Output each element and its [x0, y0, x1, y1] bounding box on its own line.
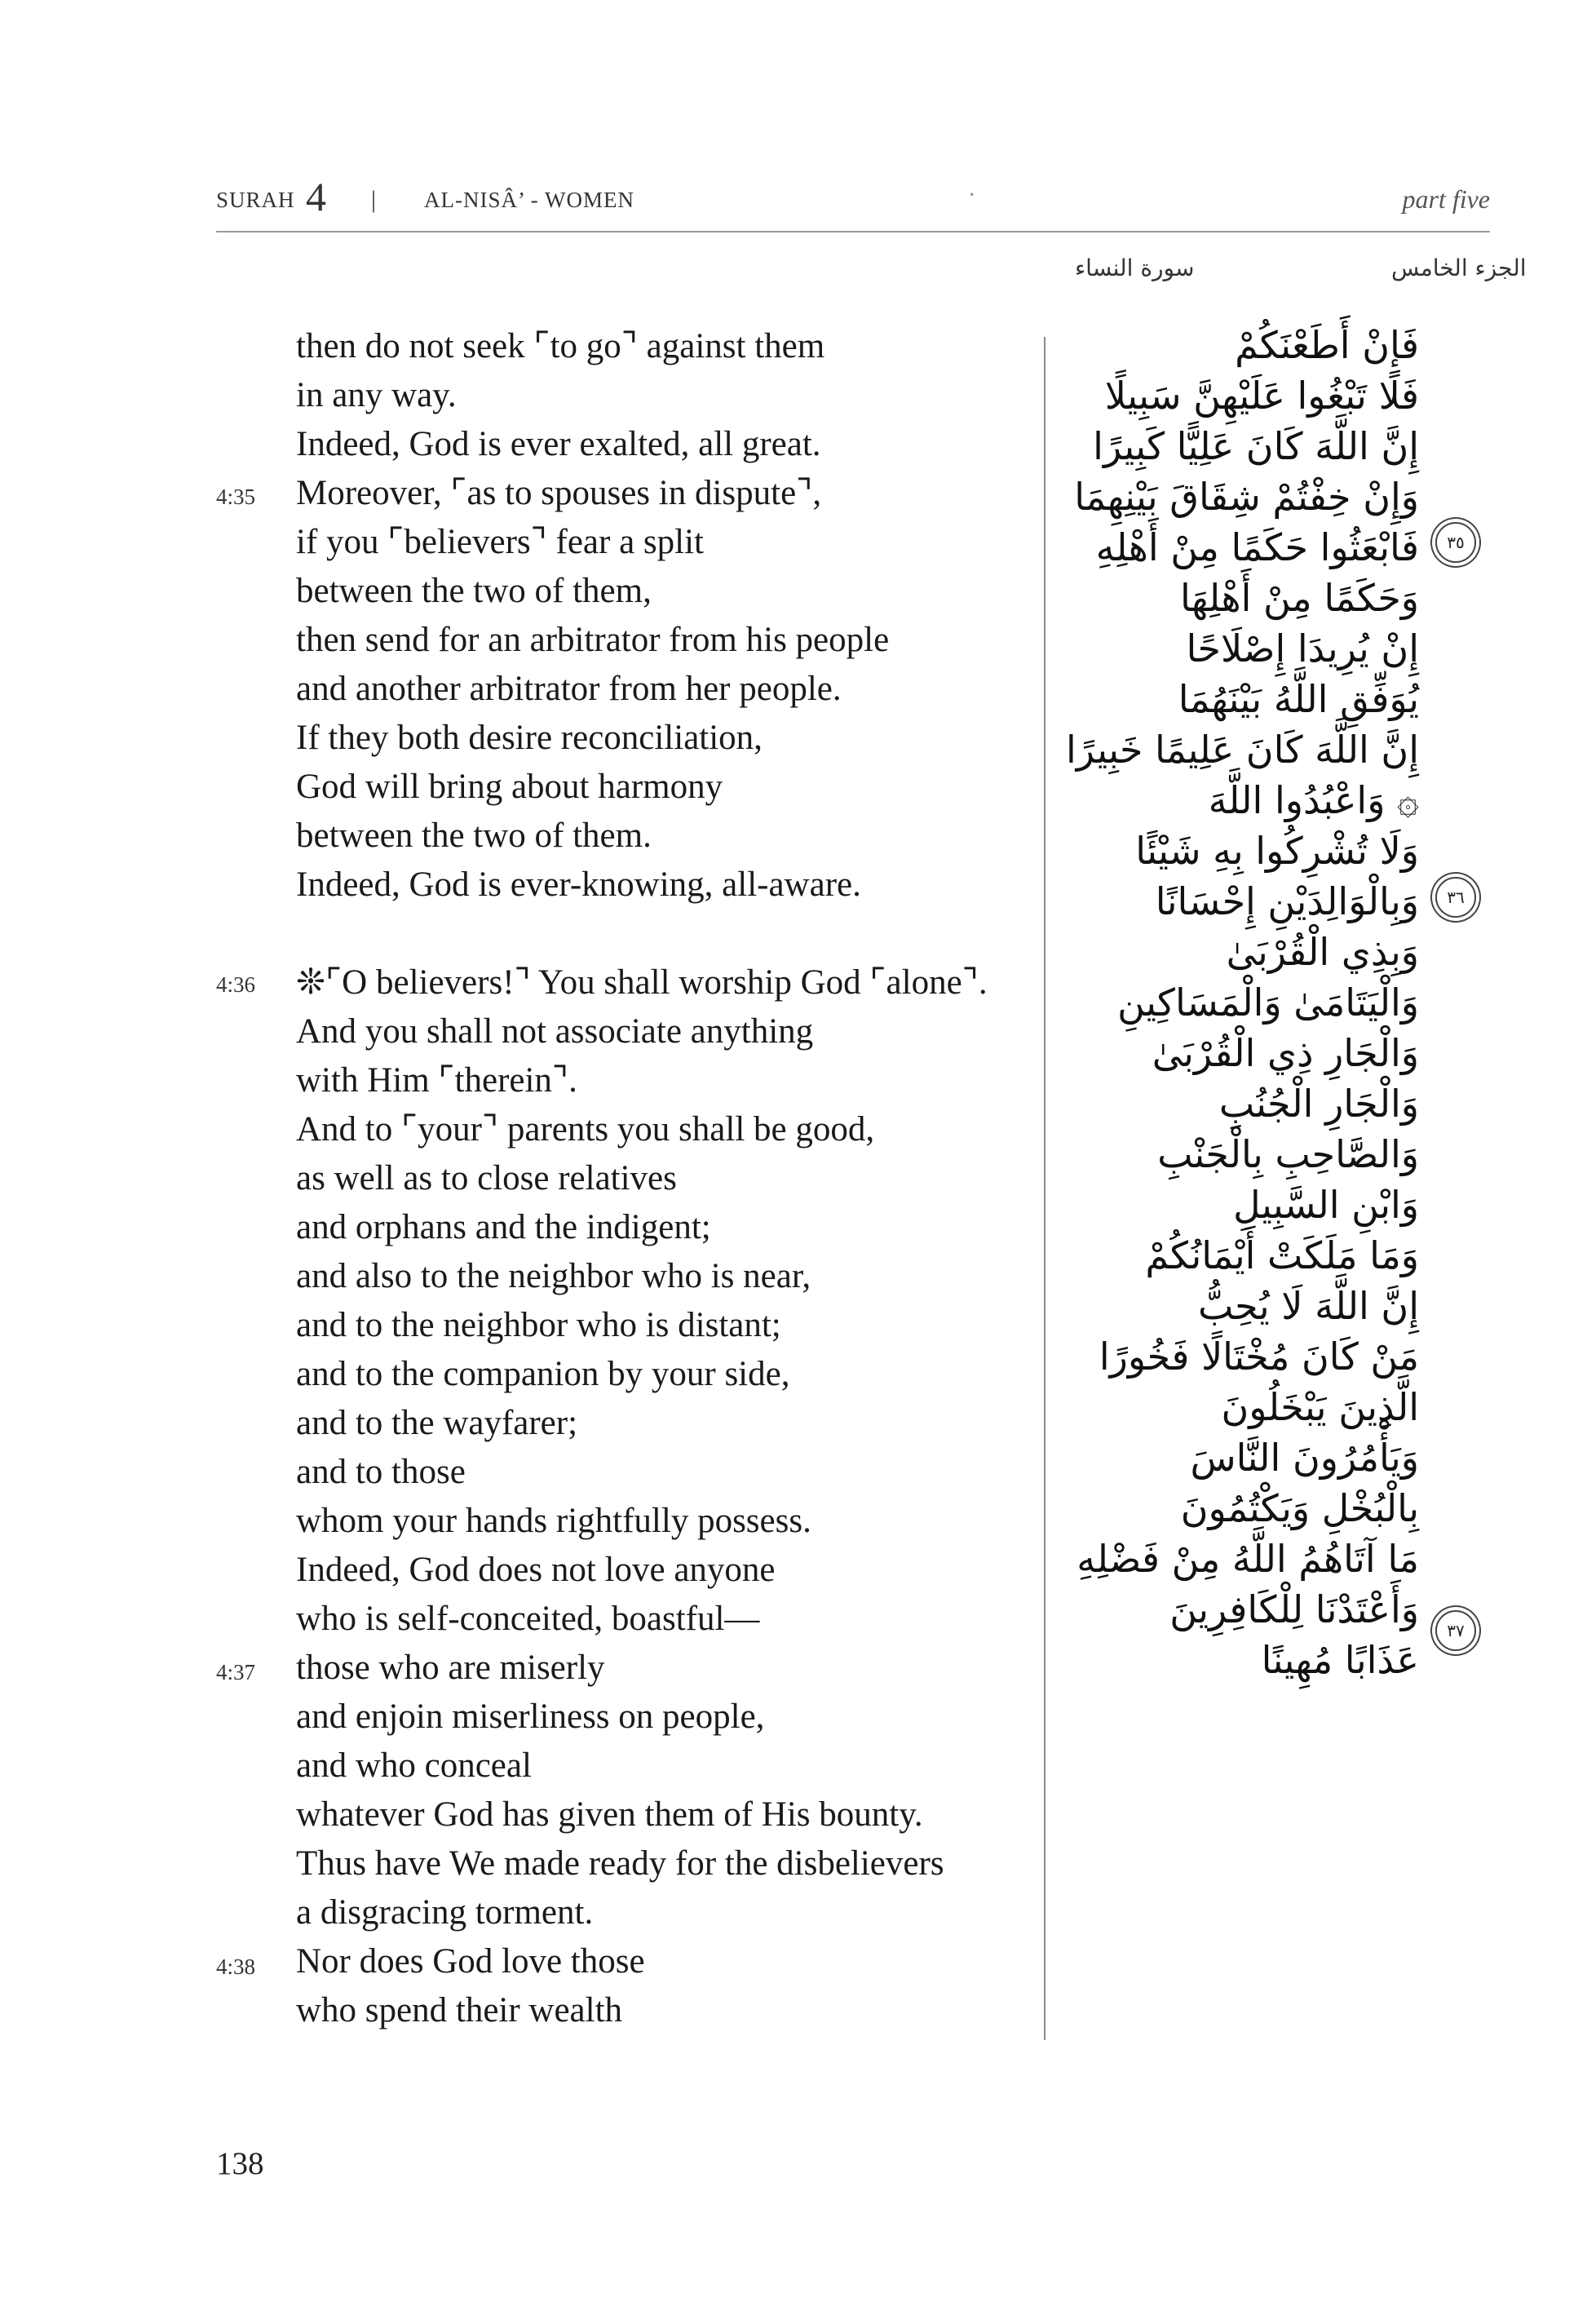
translation-line: and enjoin miserliness on people, [296, 1698, 765, 1736]
arabic-line: فَابْعَثُوا حَكَمًا مِنْ أَهْلِهِ [1095, 525, 1419, 569]
verse-medallion-icon: ٣٥ [1435, 522, 1476, 563]
verse-medallion-icon: ٣٧ [1435, 1610, 1476, 1651]
translation-line: Nor does God love those [296, 1942, 645, 1981]
translation-line: and another arbitrator from her people. [296, 670, 842, 708]
translation-line: and orphans and the indigent; [296, 1208, 711, 1246]
arabic-line: وَالْيَتَامَىٰ وَالْمَسَاكِينِ [1117, 980, 1419, 1025]
translation-line: whom your hands rightfully possess. [296, 1502, 811, 1540]
arabic-line: يُوَفِّقِ اللَّهُ بَيْنَهُمَا [1178, 677, 1419, 721]
verse-number: 4:35 [216, 485, 256, 509]
arabic-line: وَبِذِي الْقُرْبَىٰ [1226, 930, 1419, 974]
translation-line: who spend their wealth [296, 1991, 623, 2029]
surah-label: SURAH [216, 188, 295, 212]
translation-line: And to ⌜your⌝ parents you shall be good, [296, 1110, 875, 1149]
verse-medallion-icon: ٣٦ [1435, 877, 1476, 918]
verse-number: 4:37 [216, 1660, 256, 1684]
translation-line: And you shall not associate anything [296, 1012, 814, 1051]
translation-line: God will bring about harmony [296, 768, 723, 806]
surah-number: 4 [306, 174, 326, 219]
translation-line: Indeed, God is ever exalted, all great. [296, 425, 821, 463]
translation-line: whatever God has given them of His bounty. [296, 1795, 923, 1834]
translation-line: as well as to close relatives [296, 1159, 677, 1197]
arabic-line: وَالْجَارِ الْجُنُبِ [1218, 1082, 1419, 1126]
arabic-line: وَابْنِ السَّبِيلِ [1233, 1183, 1419, 1227]
translation-line: Indeed, God is ever-knowing, all-aware. [296, 865, 861, 904]
arabic-line: ۞ وَاعْبُدُوا اللَّهَ [1208, 778, 1419, 822]
translation-line: if you ⌜believers⌝ fear a split [296, 523, 705, 561]
translation-line: ❊⌜O believers!⌝ You shall worship God ⌜alone⌝. [296, 963, 988, 1002]
arabic-line: وَبِالْوَالِدَيْنِ إِحْسَانًا [1155, 879, 1419, 923]
arabic-line: وَيَأْمُرُونَ النَّاسَ [1190, 1436, 1419, 1480]
translation-line: and also to the neighbor who is near, [296, 1257, 811, 1295]
arabic-line: وَالْجَارِ ذِي الْقُرْبَىٰ [1152, 1031, 1419, 1075]
verse-number: 4:38 [216, 1954, 256, 1979]
translation-line: who is self-conceited, boastful— [296, 1600, 760, 1638]
translation-line: and to the wayfarer; [296, 1404, 578, 1442]
translation-line: Thus have We made ready for the disbelievers [296, 1844, 944, 1883]
header-dot: · [968, 183, 976, 208]
header-separator: | [371, 186, 377, 213]
translation-line: those who are miserly [296, 1649, 605, 1687]
surah-title: AL-NISÂ’ - WOMEN [424, 188, 634, 212]
arabic-line: إِنَّ اللَّهَ كَانَ عَلِيمًا خَبِيرًا [1066, 728, 1419, 772]
translation-line: and to those [296, 1453, 466, 1491]
part-label: part five [1402, 184, 1490, 214]
translation-line: between the two of them, [296, 572, 652, 610]
arabic-surah-header: سورة النساء [1075, 255, 1195, 281]
running-head [216, 174, 1490, 224]
translation-line: Indeed, God does not love anyone [296, 1551, 776, 1589]
verse-number: 4:36 [216, 972, 256, 997]
arabic-line: مَنْ كَانَ مُخْتَالًا فَخُورًا [1099, 1335, 1419, 1379]
arabic-line: وَمَا مَلَكَتْ أَيْمَانُكُمْ [1145, 1233, 1419, 1277]
translation-line: in any way. [296, 376, 457, 414]
arabic-line: فَلَا تَبْغُوا عَلَيْهِنَّ سَبِيلًا [1104, 374, 1419, 418]
arabic-line: عَذَابًا مُهِينًا [1261, 1638, 1419, 1682]
translation-line: then send for an arbitrator from his people [296, 621, 890, 659]
translation-line: If they both desire reconciliation, [296, 719, 763, 757]
arabic-line: فَإِنْ أَطَعْنَكُمْ [1235, 323, 1419, 367]
arabic-line: الَّذِينَ يَبْخَلُونَ [1221, 1385, 1419, 1429]
arabic-line: وَالصَّاحِبِ بِالْجَنْبِ [1157, 1132, 1419, 1176]
column-divider [1044, 337, 1046, 2040]
arabic-line: إِنَّ اللَّهَ كَانَ عَلِيًّا كَبِيرًا [1093, 424, 1419, 468]
arabic-line: وَحَكَمًا مِنْ أَهْلِهَا [1179, 576, 1419, 620]
translation-line: Moreover, ⌜as to spouses in dispute⌝, [296, 474, 822, 512]
english-translation [296, 326, 1030, 2056]
arabic-line: وَإِنْ خِفْتُمْ شِقَاقَ بَيْنِهِمَا [1074, 475, 1419, 519]
arabic-line: وَلَا تُشْرِكُوا بِهِ شَيْئًا [1135, 829, 1419, 873]
arabic-line: وَأَعْتَدْنَا لِلْكَافِرِينَ [1169, 1587, 1419, 1631]
translation-line: a disgracing torment. [296, 1893, 594, 1932]
arabic-line: إِنَّ اللَّهَ لَا يُحِبُّ [1197, 1284, 1419, 1328]
translation-line: then do not seek ⌜to go⌝ against them [296, 327, 825, 365]
arabic-line: بِالْبُخْلِ وَيَكْتُمُونَ [1180, 1486, 1419, 1530]
translation-line: and to the neighbor who is distant; [296, 1306, 781, 1344]
translation-line: with Him ⌜therein⌝. [296, 1061, 577, 1100]
header-rule [216, 231, 1490, 232]
arabic-text [1068, 322, 1419, 2076]
arabic-line: إِنْ يُرِيدَا إِصْلَاحًا [1186, 626, 1419, 671]
arabic-part-header: الجزء الخامس [1391, 255, 1527, 281]
page-number: 138 [216, 2146, 264, 2181]
translation-line: and who conceal [296, 1746, 532, 1785]
translation-line: and to the companion by your side, [296, 1355, 790, 1393]
arabic-line: مَا آتَاهُمُ اللَّهُ مِنْ فَضْلِهِ [1077, 1537, 1419, 1581]
translation-line: between the two of them. [296, 817, 652, 855]
